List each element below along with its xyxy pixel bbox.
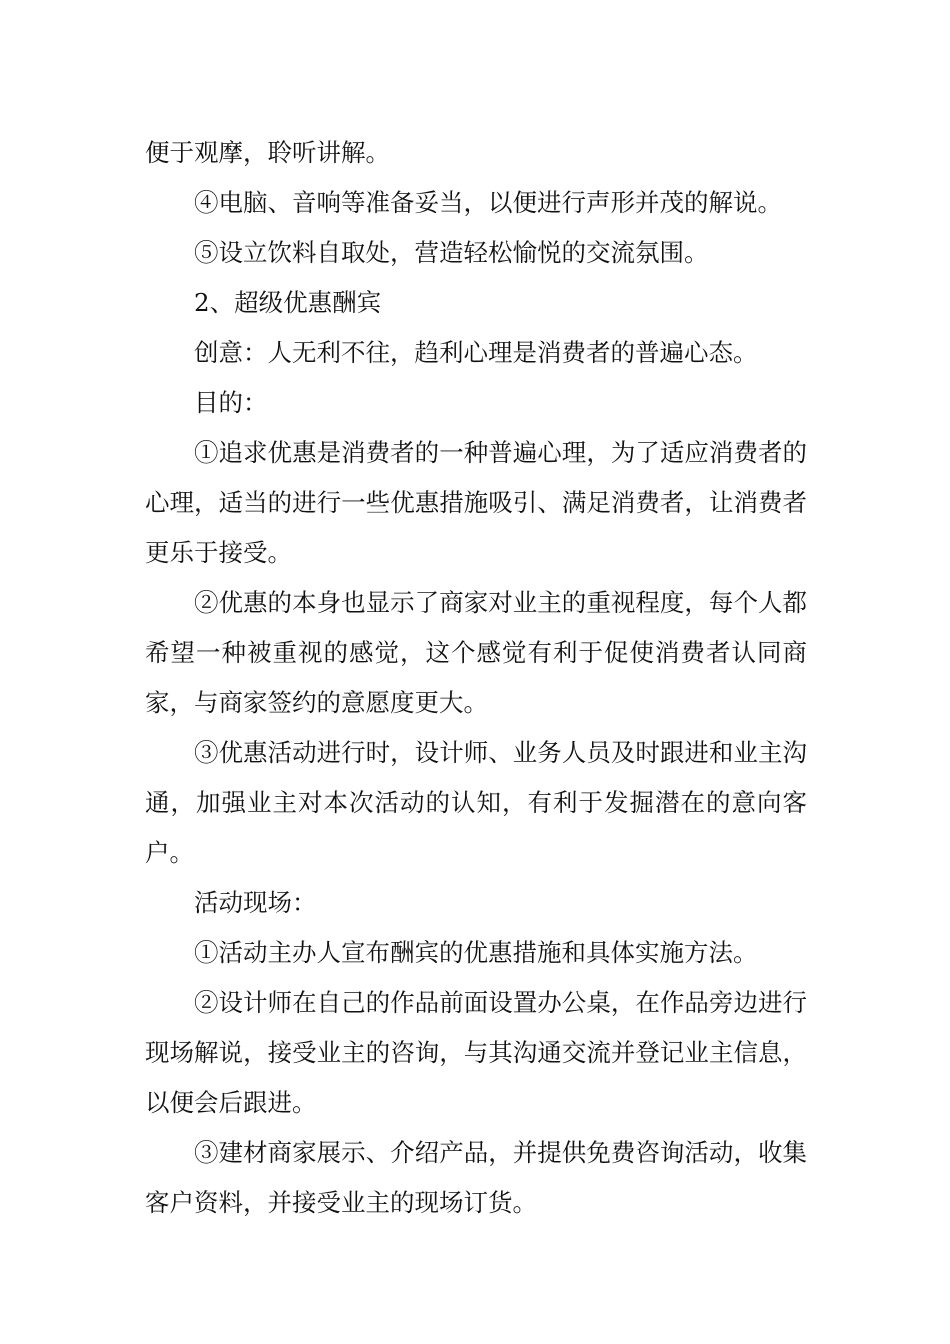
paragraph-purpose-1: ①追求优惠是消费者的一种普遍心理，为了适应消费者的心理，适当的进行一些优惠措施吸引、满足消费者，让消费者更乐于接受。 <box>145 438 807 567</box>
paragraph-onsite-label: 活动现场： <box>194 888 317 917</box>
paragraph-item-4-equipment: ④电脑、音响等准备妥当，以便进行声形并茂的解说。 <box>194 188 782 217</box>
paragraph-creative: 创意：人无利不往，趋利心理是消费者的普遍心态。 <box>194 338 758 367</box>
paragraph-item-5-drinks: ⑤设立饮料自取处，营造轻松愉悦的交流氛围。 <box>194 238 709 267</box>
paragraph-onsite-1: ①活动主办人宣布酬宾的优惠措施和具体实施方法。 <box>194 938 758 967</box>
paragraph-onsite-2: ②设计师在自己的作品前面设置办公桌，在作品旁边进行现场解说，接受业主的咨询，与其沟通交流并登记业主信息，以便会后跟进。 <box>145 988 807 1117</box>
paragraph-continuation: 便于观摩，聆听讲解。 <box>145 138 390 167</box>
paragraph-purpose-label: 目的： <box>194 388 268 417</box>
paragraph-purpose-3: ③优惠活动进行时，设计师、业务人员及时跟进和业主沟通，加强业主对本次活动的认知，有利于发掘潜在的意向客户。 <box>145 738 807 867</box>
paragraph-onsite-3: ③建材商家展示、介绍产品，并提供免费咨询活动，收集客户资料，并接受业主的现场订货。 <box>145 1138 807 1217</box>
section-heading-2: 2、超级优惠酬宾 <box>194 288 382 317</box>
document-body <box>145 128 807 1228</box>
paragraph-purpose-2: ②优惠的本身也显示了商家对业主的重视程度，每个人都希望一种被重视的感觉，这个感觉有利于促使消费者认同商家，与商家签约的意愿度更大。 <box>145 588 807 717</box>
